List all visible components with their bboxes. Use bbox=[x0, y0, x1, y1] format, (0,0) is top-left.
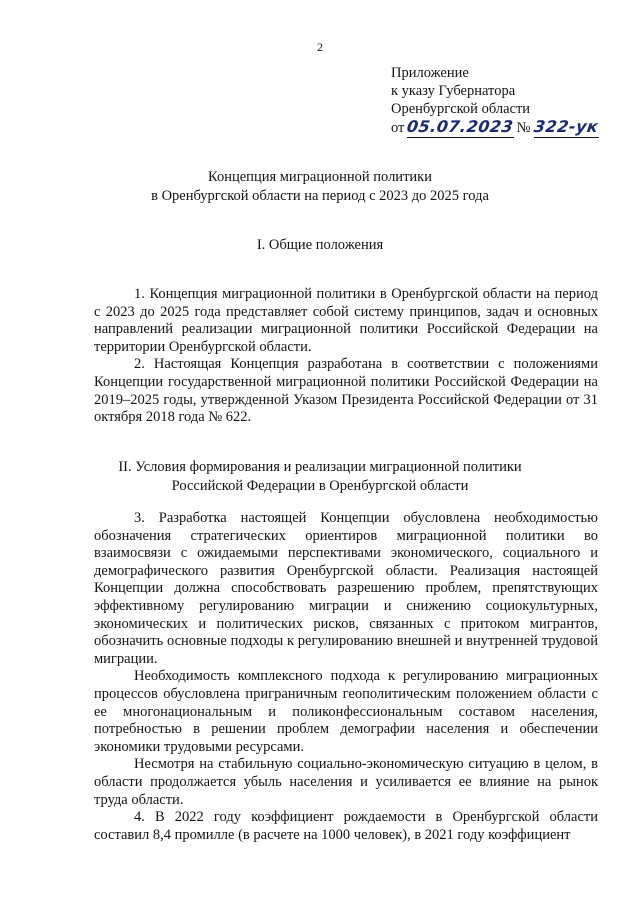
number-sign: № bbox=[516, 120, 531, 136]
title-line-2: в Оренбургской области на период с 2023 до 2025 года bbox=[151, 188, 489, 204]
section-2-heading-line-2: Российской Федерации в Оренбургской области bbox=[171, 478, 469, 494]
appendix-label: Приложение bbox=[391, 65, 469, 81]
appendix-decree-ref: к указу Губернатора bbox=[391, 83, 516, 99]
appendix-from-label: от bbox=[391, 120, 405, 136]
handwritten-date: 05.07.2023 bbox=[406, 117, 516, 136]
paragraph: 2. Настоящая Концепция разработана в соответствии с положениями Концепции государственной миграционной политики Российской Федерации на 2019–2025 годы, утвержденной Указом Президента Российской Федерации от 31 октября 2018 года № 622. bbox=[94, 356, 598, 426]
section-2-heading-line-1: II. Условия формирования и реализации миграционной политики bbox=[118, 459, 522, 475]
paragraph: 4. В 2022 году коэффициент рождаемости в Оренбургской области составил 8,4 промилле (в расчете на 1000 человек), в 2021 году коэффициент bbox=[94, 809, 598, 843]
paragraph: Необходимость комплексного подхода к регулированию миграционных процессов обусловлена приграничным геополитическим положением области с ее многонациональным и поликонфессиональным составом населения, потребностью в решении проблем демографии населения и обеспечении экономики трудовыми ресурсами. bbox=[94, 668, 598, 755]
section-1-body bbox=[94, 286, 598, 427]
page-number: 2 bbox=[317, 40, 323, 54]
paragraph: 1. Концепция миграционной политики в Оренбургской области на период с 2023 до 2025 года представляет собой систему принципов, задач и основных направлений реализации миграционной политики Российской Федерации на территории Оренбургской области. bbox=[94, 286, 598, 355]
appendix-region: Оренбургской области bbox=[391, 101, 531, 117]
section-2-heading bbox=[0, 458, 640, 496]
appendix-date-number-line bbox=[391, 118, 599, 138]
title-line-1: Концепция миграционной политики bbox=[208, 169, 432, 185]
paragraph: 3. Разработка настоящей Концепции обусловлена необходимостью обозначения стратегических ориентиров миграционной политики во взаимосвязи с ожидаемыми перспективами экономического, социального и демографического развития Оренбургской области. Реализация настоящей Концепции должна способствовать разрешению проблем, препятствующих эффективному регулированию миграции и снижению социокультурных, экономических и политических рисков, связанных с притоком мигрантов, обозначить основные подходы к регулированию внешней и внутренней трудовой миграции. bbox=[94, 510, 598, 667]
appendix-header bbox=[391, 64, 599, 138]
section-1-heading: I. Общие положения bbox=[256, 237, 384, 253]
document-title bbox=[0, 168, 640, 206]
handwritten-number: 322-ук bbox=[533, 117, 601, 136]
paragraph: Несмотря на стабильную социально-экономическую ситуацию в целом, в области продолжается убыль населения и усиливается ее влияние на рынок труда области. bbox=[94, 756, 598, 808]
section-2-body bbox=[94, 510, 598, 844]
